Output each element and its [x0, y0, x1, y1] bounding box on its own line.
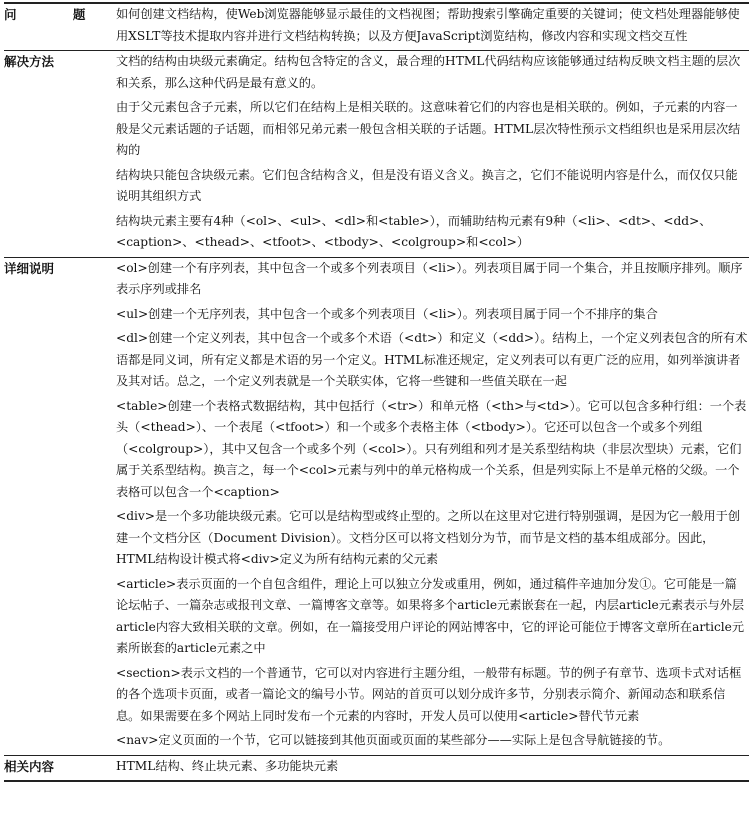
section-details — [4, 257, 749, 755]
paragraph: <table>创建一个表格式数据结构，其中包括行（<tr>）和单元格（<th>与<td>）。它可以包含多种行组：一个表头（<thead>）、一个表尾（<tfoot>）和一个或多个表格主体（<tbody>）。它还可以包含一个或多个列组（<colgroup>），其中又包含一个或多个列（<col>）。只有列组和列才是关系型结构块（非层次型块）元素，它们属于关系型结构。换言之，每一个<col>元素与列中的单元格构成一个关系，但是列实际上不是单元格的父级。一个表格可以包含一个<caption> — [116, 398, 747, 499]
pattern-table — [4, 2, 749, 782]
paragraph: <dl>创建一个定义列表，其中包含一个或多个术语（<dt>）和定义（<dd>）。结构上，一个定义列表包含的所有术语都是同义词，所有定义都是术语的另一个定义。HTML标准还规定，定义列表可以有更广泛的应用，如列举演讲者及其对话。总之，一个定义列表就是一个关联实体，它将一些键和一些值关联在一起 — [116, 331, 748, 388]
section-solution — [4, 51, 749, 258]
paragraph: <div>是一个多功能块级元素。它可以是结构型或终止型的。之所以在这里对它进行特别强调，是因为它一般用于创建一个文档分区（Document Division）。文档分区可以将文档划分为节，而节是文档的基本组成部分。因此，HTML结构设计模式将<div>定义为所有结构元素的父元素 — [116, 509, 741, 566]
paragraph: 如何创建文档结构，使Web浏览器能够显示最佳的文档视图；帮助搜索引擎确定重要的关键词；使文档处理器能够使用XSLT等技术提取内容并进行文档结构转换；以及方便JavaScript浏览结构，修改内容和实现文档交互性 — [116, 7, 740, 43]
section-content-solution — [116, 51, 749, 258]
section-content-related — [116, 755, 749, 781]
paragraph: <ol>创建一个有序列表，其中包含一个或多个列表项目（<li>）。列表项目属于同一个集合，并且按顺序排列。顺序表示序列或排名 — [116, 260, 743, 296]
section-problem — [4, 3, 749, 51]
paragraph: <section>表示文档的一个普通节，它可以对内容进行主题分组，一般带有标题。节的例子有章节、选项卡式对话框的各个选项卡页面，或者一篇论文的编号小节。网站的首页可以划分成许多节，分别表示简介、新闻动态和联系信息。如果需要在多个网站上同时发布一个元素的内容时，开发人员可以使用<article>替代节元素 — [116, 665, 742, 723]
paragraph: <ul>创建一个无序列表，其中包含一个或多个列表项目（<li>）。列表项目属于同一个不排序的集合 — [116, 306, 658, 321]
paragraph: 结构块只能包含块级元素。它们包含结构含义，但是没有语义含义。换言之，它们不能说明内容是什么，而仅仅只能说明其组织方式 — [116, 167, 738, 203]
section-label-problem: 问 题 — [4, 3, 116, 51]
section-label-solution: 解决方法 — [4, 51, 116, 258]
paragraph: 由于父元素包含子元素，所以它们在结构上是相关联的。这意味着它们的内容也是相关联的。例如，子元素的内容一般是父元素话题的子话题，而相邻兄弟元素一般包含相关联的子话题。HTML层次特性预示文档组织也是采用层次结构的 — [116, 100, 741, 157]
section-label-details: 详细说明 — [4, 257, 116, 755]
section-related — [4, 755, 749, 781]
paragraph: <article>表示页面的一个自包含组件，理论上可以独立分发或重用，例如，通过稿件辛迪加分发①。它可能是一篇论坛帖子、一篇杂志或报刊文章、一篇博客文章等。如果将多个article元素嵌套在一起，内层article元素表示与外层article内容大致相关联的文章。例如，在一篇接受用户评论的网站博客中，它的评论可能位于博客文章所在article元素所嵌套的article元素之中 — [116, 576, 745, 655]
section-content-details — [116, 257, 749, 755]
section-label-related: 相关内容 — [4, 755, 116, 781]
paragraph: 文档的结构由块级元素确定。结构包含特定的含义，最合理的HTML代码结构应该能够通过结构反映文档主题的层次和关系，那么这种代码是最有意义的。 — [116, 54, 741, 90]
section-content-problem — [116, 3, 749, 51]
paragraph: <nav>定义页面的一个节，它可以链接到其他页面或页面的某些部分——实际上是包含导航链接的节。 — [116, 733, 671, 747]
paragraph: HTML结构、终止块元素、多功能块元素 — [116, 758, 339, 773]
paragraph: 结构块元素主要有4种（<ol>、<ul>、<dl>和<table>），而辅助结构元素有9种（<li>、<dt>、<dd>、<caption>、<thead>、<tfoot>、<tbody>、<colgroup>和<col>） — [116, 213, 712, 249]
